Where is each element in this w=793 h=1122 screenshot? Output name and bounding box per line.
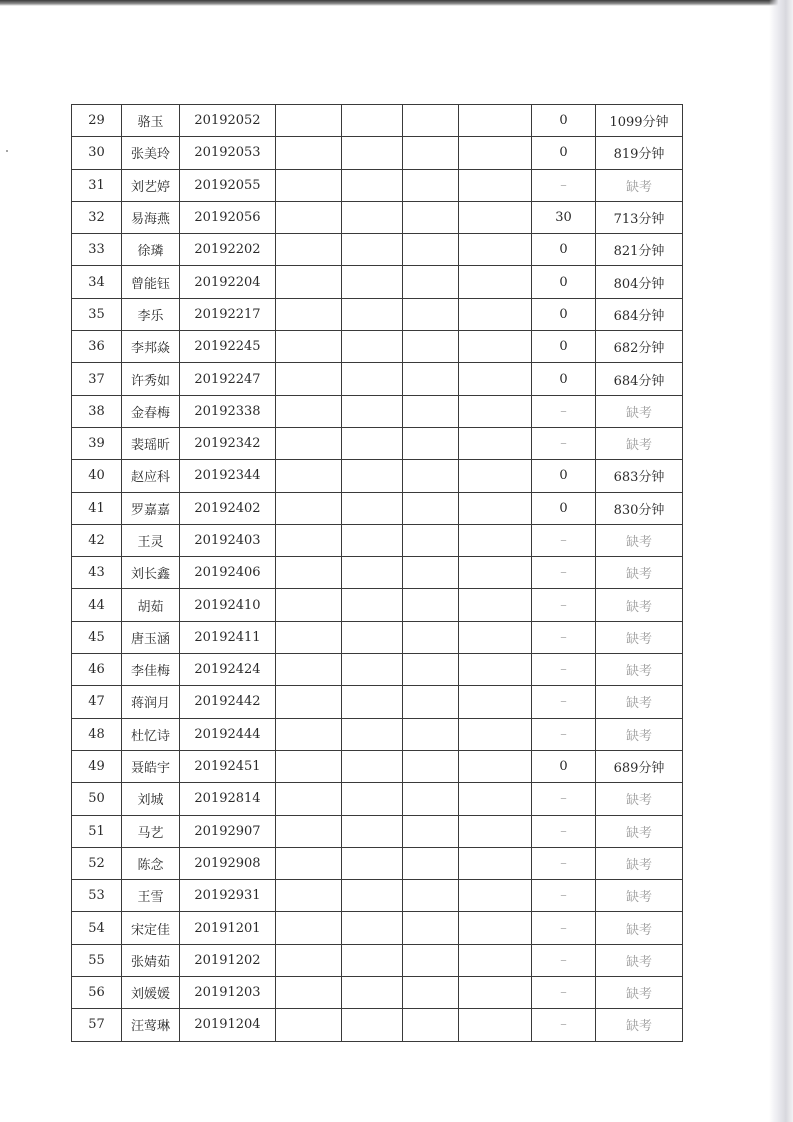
blank-cell [342, 557, 403, 589]
scan-right-edge [769, 0, 793, 1122]
blank-cell [342, 492, 403, 524]
score-cell: – [532, 977, 596, 1009]
table-row [72, 169, 683, 201]
blank-cell [342, 234, 403, 266]
blank-cell [276, 169, 342, 201]
score-cell: – [532, 427, 596, 459]
student-id: 20191202 [180, 944, 276, 976]
score-cell: 0 [532, 105, 596, 137]
score-cell: – [532, 654, 596, 686]
row-number: 36 [72, 331, 122, 363]
blank-cell [276, 557, 342, 589]
duration-cell: 缺考 [596, 557, 683, 589]
blank-cell [276, 460, 342, 492]
blank-cell [276, 363, 342, 395]
blank-cell [403, 880, 459, 912]
student-name: 杜忆诗 [122, 718, 180, 750]
blank-cell [403, 201, 459, 233]
blank-cell [403, 363, 459, 395]
blank-cell [459, 363, 532, 395]
student-id: 20192442 [180, 686, 276, 718]
blank-cell [342, 912, 403, 944]
student-id: 20192410 [180, 589, 276, 621]
blank-cell [403, 912, 459, 944]
blank-cell [403, 395, 459, 427]
blank-cell [342, 427, 403, 459]
row-number: 35 [72, 298, 122, 330]
score-cell: – [532, 912, 596, 944]
blank-cell [342, 460, 403, 492]
blank-cell [342, 880, 403, 912]
blank-cell [342, 298, 403, 330]
blank-cell [403, 783, 459, 815]
score-cell: – [532, 1009, 596, 1041]
score-cell: 0 [532, 137, 596, 169]
row-number: 45 [72, 621, 122, 653]
score-cell: 0 [532, 363, 596, 395]
blank-cell [459, 912, 532, 944]
blank-cell [459, 654, 532, 686]
scan-top-edge [0, 0, 793, 6]
blank-cell [276, 621, 342, 653]
student-name: 李佳梅 [122, 654, 180, 686]
blank-cell [276, 815, 342, 847]
blank-cell [459, 880, 532, 912]
blank-cell [276, 1009, 342, 1041]
duration-cell: 缺考 [596, 783, 683, 815]
student-id: 20192402 [180, 492, 276, 524]
score-cell: 0 [532, 492, 596, 524]
student-id: 20192403 [180, 524, 276, 556]
blank-cell [403, 815, 459, 847]
table-row [72, 427, 683, 459]
blank-cell [403, 331, 459, 363]
duration-cell: 682分钟 [596, 331, 683, 363]
student-id: 20192814 [180, 783, 276, 815]
blank-cell [276, 686, 342, 718]
student-id: 20191203 [180, 977, 276, 1009]
table-row [72, 298, 683, 330]
table-row [72, 557, 683, 589]
student-name: 易海燕 [122, 201, 180, 233]
blank-cell [403, 524, 459, 556]
student-id: 20191204 [180, 1009, 276, 1041]
row-number: 33 [72, 234, 122, 266]
blank-cell [342, 169, 403, 201]
row-number: 50 [72, 783, 122, 815]
student-name: 李邦焱 [122, 331, 180, 363]
student-id: 20192908 [180, 847, 276, 879]
blank-cell [276, 395, 342, 427]
blank-cell [403, 427, 459, 459]
student-name: 宋定佳 [122, 912, 180, 944]
row-number: 41 [72, 492, 122, 524]
row-number: 32 [72, 201, 122, 233]
student-id: 20192245 [180, 331, 276, 363]
score-cell: – [532, 524, 596, 556]
row-number: 34 [72, 266, 122, 298]
blank-cell [342, 1009, 403, 1041]
blank-cell [403, 589, 459, 621]
table-row [72, 686, 683, 718]
score-cell: – [532, 395, 596, 427]
score-cell: – [532, 557, 596, 589]
blank-cell [342, 815, 403, 847]
blank-cell [459, 331, 532, 363]
blank-cell [342, 783, 403, 815]
table-row [72, 944, 683, 976]
duration-cell: 缺考 [596, 977, 683, 1009]
scan-speck [6, 150, 8, 152]
blank-cell [459, 750, 532, 782]
student-id: 20192406 [180, 557, 276, 589]
student-id: 20192338 [180, 395, 276, 427]
student-id: 20191201 [180, 912, 276, 944]
score-cell: – [532, 621, 596, 653]
student-name: 骆玉 [122, 105, 180, 137]
blank-cell [276, 977, 342, 1009]
table-row [72, 977, 683, 1009]
row-number: 47 [72, 686, 122, 718]
student-name: 聂皓宇 [122, 750, 180, 782]
score-table [71, 104, 683, 1042]
blank-cell [342, 331, 403, 363]
row-number: 49 [72, 750, 122, 782]
student-name: 唐玉涵 [122, 621, 180, 653]
blank-cell [459, 201, 532, 233]
blank-cell [403, 234, 459, 266]
blank-cell [276, 944, 342, 976]
table-row [72, 137, 683, 169]
blank-cell [403, 718, 459, 750]
score-cell: – [532, 589, 596, 621]
student-name: 许秀如 [122, 363, 180, 395]
score-cell: – [532, 944, 596, 976]
blank-cell [403, 266, 459, 298]
student-name: 胡茹 [122, 589, 180, 621]
student-name: 汪莺琳 [122, 1009, 180, 1041]
table-row [72, 880, 683, 912]
blank-cell [342, 686, 403, 718]
score-cell: 0 [532, 331, 596, 363]
student-id: 20192204 [180, 266, 276, 298]
duration-cell: 缺考 [596, 395, 683, 427]
duration-cell: 683分钟 [596, 460, 683, 492]
blank-cell [459, 492, 532, 524]
blank-cell [403, 847, 459, 879]
blank-cell [276, 750, 342, 782]
student-name: 金春梅 [122, 395, 180, 427]
blank-cell [342, 944, 403, 976]
blank-cell [459, 137, 532, 169]
row-number: 54 [72, 912, 122, 944]
blank-cell [342, 201, 403, 233]
score-cell: 0 [532, 460, 596, 492]
blank-cell [403, 654, 459, 686]
blank-cell [459, 815, 532, 847]
score-cell: – [532, 880, 596, 912]
blank-cell [276, 331, 342, 363]
blank-cell [459, 427, 532, 459]
duration-cell: 缺考 [596, 718, 683, 750]
duration-cell: 缺考 [596, 944, 683, 976]
score-cell: 0 [532, 750, 596, 782]
blank-cell [403, 1009, 459, 1041]
duration-cell: 缺考 [596, 524, 683, 556]
blank-cell [403, 298, 459, 330]
blank-cell [459, 266, 532, 298]
blank-cell [276, 201, 342, 233]
row-number: 44 [72, 589, 122, 621]
student-name: 王灵 [122, 524, 180, 556]
row-number: 56 [72, 977, 122, 1009]
blank-cell [342, 137, 403, 169]
blank-cell [342, 395, 403, 427]
blank-cell [459, 395, 532, 427]
blank-cell [459, 847, 532, 879]
table-row [72, 395, 683, 427]
blank-cell [403, 557, 459, 589]
row-number: 42 [72, 524, 122, 556]
table-row [72, 847, 683, 879]
row-number: 37 [72, 363, 122, 395]
duration-cell: 缺考 [596, 169, 683, 201]
student-name: 徐璘 [122, 234, 180, 266]
duration-cell: 830分钟 [596, 492, 683, 524]
student-id: 20192411 [180, 621, 276, 653]
row-number: 55 [72, 944, 122, 976]
student-name: 罗嘉嘉 [122, 492, 180, 524]
blank-cell [403, 492, 459, 524]
blank-cell [276, 654, 342, 686]
score-cell: – [532, 783, 596, 815]
table-row [72, 1009, 683, 1041]
blank-cell [276, 880, 342, 912]
blank-cell [276, 783, 342, 815]
student-id: 20192202 [180, 234, 276, 266]
table-row [72, 815, 683, 847]
duration-cell: 缺考 [596, 686, 683, 718]
blank-cell [403, 977, 459, 1009]
blank-cell [342, 266, 403, 298]
student-name: 蒋润月 [122, 686, 180, 718]
blank-cell [342, 847, 403, 879]
score-cell: 0 [532, 234, 596, 266]
blank-cell [342, 524, 403, 556]
student-id: 20192424 [180, 654, 276, 686]
table-row [72, 363, 683, 395]
student-name: 马艺 [122, 815, 180, 847]
table-row [72, 266, 683, 298]
table-row [72, 783, 683, 815]
score-cell: 30 [532, 201, 596, 233]
blank-cell [459, 783, 532, 815]
duration-cell: 804分钟 [596, 266, 683, 298]
blank-cell [459, 298, 532, 330]
duration-cell: 缺考 [596, 1009, 683, 1041]
blank-cell [276, 298, 342, 330]
table-row [72, 621, 683, 653]
row-number: 53 [72, 880, 122, 912]
student-name: 刘城 [122, 783, 180, 815]
blank-cell [276, 105, 342, 137]
score-cell: – [532, 686, 596, 718]
duration-cell: 缺考 [596, 427, 683, 459]
blank-cell [403, 460, 459, 492]
blank-cell [342, 589, 403, 621]
score-cell: – [532, 815, 596, 847]
blank-cell [459, 589, 532, 621]
row-number: 30 [72, 137, 122, 169]
duration-cell: 713分钟 [596, 201, 683, 233]
student-id: 20192247 [180, 363, 276, 395]
blank-cell [459, 557, 532, 589]
blank-cell [459, 105, 532, 137]
blank-cell [276, 589, 342, 621]
table-row [72, 654, 683, 686]
blank-cell [342, 654, 403, 686]
duration-cell: 缺考 [596, 912, 683, 944]
student-id: 20192344 [180, 460, 276, 492]
blank-cell [342, 105, 403, 137]
table-row [72, 460, 683, 492]
blank-cell [276, 234, 342, 266]
score-cell: 0 [532, 266, 596, 298]
blank-cell [459, 1009, 532, 1041]
student-id: 20192342 [180, 427, 276, 459]
table-row [72, 912, 683, 944]
score-cell: 0 [532, 298, 596, 330]
duration-cell: 684分钟 [596, 363, 683, 395]
duration-cell: 689分钟 [596, 750, 683, 782]
duration-cell: 1099分钟 [596, 105, 683, 137]
score-cell: – [532, 718, 596, 750]
row-number: 51 [72, 815, 122, 847]
table-row [72, 750, 683, 782]
table-body [72, 105, 683, 1042]
row-number: 52 [72, 847, 122, 879]
blank-cell [403, 105, 459, 137]
blank-cell [276, 524, 342, 556]
duration-cell: 821分钟 [596, 234, 683, 266]
blank-cell [276, 492, 342, 524]
duration-cell: 缺考 [596, 654, 683, 686]
blank-cell [276, 847, 342, 879]
student-id: 20192444 [180, 718, 276, 750]
student-id: 20192055 [180, 169, 276, 201]
row-number: 48 [72, 718, 122, 750]
blank-cell [403, 944, 459, 976]
blank-cell [403, 750, 459, 782]
duration-cell: 缺考 [596, 589, 683, 621]
table-row [72, 718, 683, 750]
duration-cell: 684分钟 [596, 298, 683, 330]
blank-cell [276, 266, 342, 298]
student-id: 20192052 [180, 105, 276, 137]
student-name: 刘媛媛 [122, 977, 180, 1009]
duration-cell: 819分钟 [596, 137, 683, 169]
blank-cell [342, 977, 403, 1009]
student-id: 20192053 [180, 137, 276, 169]
row-number: 57 [72, 1009, 122, 1041]
blank-cell [403, 621, 459, 653]
student-id: 20192451 [180, 750, 276, 782]
duration-cell: 缺考 [596, 815, 683, 847]
blank-cell [403, 137, 459, 169]
blank-cell [403, 686, 459, 718]
blank-cell [459, 944, 532, 976]
row-number: 39 [72, 427, 122, 459]
table-row [72, 331, 683, 363]
duration-cell: 缺考 [596, 847, 683, 879]
student-id: 20192907 [180, 815, 276, 847]
student-name: 李乐 [122, 298, 180, 330]
student-name: 刘艺婷 [122, 169, 180, 201]
duration-cell: 缺考 [596, 621, 683, 653]
student-name: 陈念 [122, 847, 180, 879]
blank-cell [403, 169, 459, 201]
blank-cell [276, 912, 342, 944]
student-name: 刘长鑫 [122, 557, 180, 589]
blank-cell [459, 686, 532, 718]
row-number: 29 [72, 105, 122, 137]
row-number: 46 [72, 654, 122, 686]
student-id: 20192056 [180, 201, 276, 233]
table-row [72, 105, 683, 137]
blank-cell [459, 169, 532, 201]
blank-cell [459, 234, 532, 266]
table-row [72, 234, 683, 266]
student-id: 20192217 [180, 298, 276, 330]
student-id: 20192931 [180, 880, 276, 912]
blank-cell [276, 718, 342, 750]
table-row [72, 492, 683, 524]
duration-cell: 缺考 [596, 880, 683, 912]
blank-cell [459, 718, 532, 750]
blank-cell [459, 977, 532, 1009]
student-name: 张婧茹 [122, 944, 180, 976]
score-cell: – [532, 169, 596, 201]
student-name: 赵应科 [122, 460, 180, 492]
blank-cell [276, 137, 342, 169]
row-number: 43 [72, 557, 122, 589]
score-cell: – [532, 847, 596, 879]
table-row [72, 201, 683, 233]
blank-cell [342, 363, 403, 395]
row-number: 40 [72, 460, 122, 492]
table-row [72, 524, 683, 556]
row-number: 38 [72, 395, 122, 427]
row-number: 31 [72, 169, 122, 201]
blank-cell [342, 750, 403, 782]
blank-cell [459, 621, 532, 653]
blank-cell [342, 621, 403, 653]
blank-cell [276, 427, 342, 459]
table-row [72, 589, 683, 621]
blank-cell [342, 718, 403, 750]
student-name: 裴瑶昕 [122, 427, 180, 459]
student-name: 张美玲 [122, 137, 180, 169]
blank-cell [459, 524, 532, 556]
student-name: 王雪 [122, 880, 180, 912]
student-name: 曾能钰 [122, 266, 180, 298]
blank-cell [459, 460, 532, 492]
